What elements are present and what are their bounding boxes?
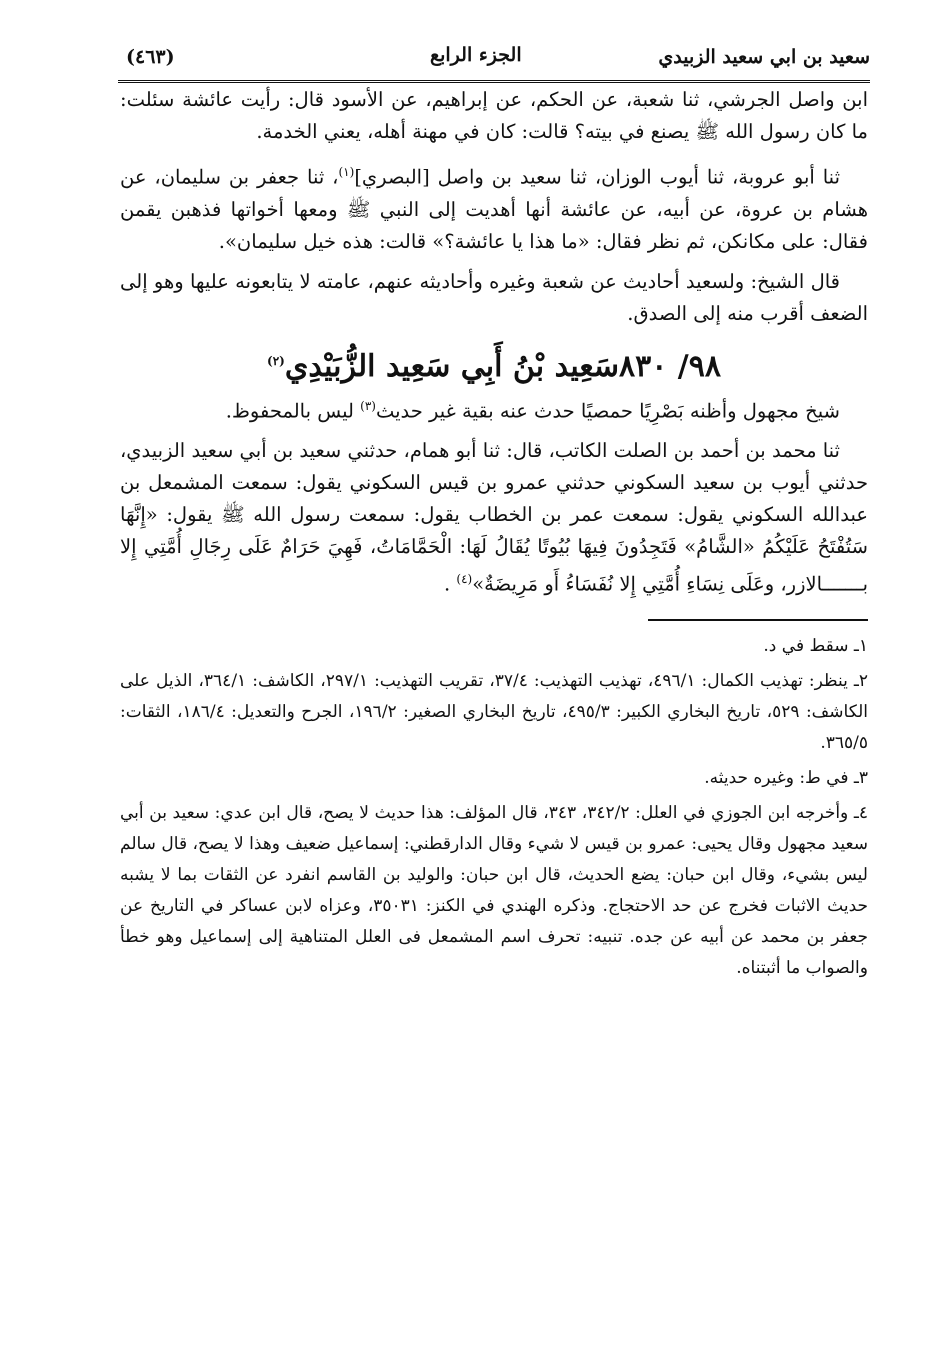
paragraph-3: قال الشيخ: ولسعيد أحاديث عن شعبة وغيره وأحاديثه عنهم، عامته لا يتابعونه عليها وهو إلى الضعف أقرب منه إلى الصدق. (120, 269, 868, 325)
page-header (118, 44, 870, 74)
footnote-4: ٤ـ وأخرجه ابن الجوزي في العلل: ٣٤٢/٢، ٣٤٣، قال المؤلف: هذا حديث لا يصح، قال ابن عدي: سعيد بن أبي سعيد مجهول وقال يحيى: عمرو بن قيس لا شيء وقال الدارقطني: إسماعيل ضعيف وهذا لا يصح، قال سالم ليس بشيء، وقال ابن حبان: يضع الحديث، قال ابن حبان: والوليد بن القاسم انفرد عن الثقات بما لا يشبه حديث الاثبات فخرج عن حد الاحتجاج. وذكره الهندي في الكنز: ٣٥٠٣١، وعزاه لابن عساكر في التاريخ عن جعفر بن محمد عن أبيه عن جده. تنبيه: تحرف اسم المشمعل فى العلل المتناهية إلى إسماعيل وهو خطأ والصواب ما أثبتناه. (120, 802, 869, 978)
entry-description-a: شيخ مجهول وأظنه بَصْرِيًا حمصيًا حدث عنه بقية غير حديث (375, 399, 840, 422)
footnote-ref-3: (٣) (360, 398, 376, 413)
main-text (120, 84, 868, 988)
paragraph-2 (120, 156, 868, 258)
volume-label: الجزء الرابع (430, 44, 522, 66)
footnote-ref-1: (١) (338, 165, 355, 179)
footnote-ref-2: (٢) (267, 353, 285, 368)
paragraph-1: ابن واصل الجرشي، ثنا شعبة، عن الحكم، عن إبراهيم، عن الأسود قال: رأيت عائشة سئلت: ما كان رسول الله ﷺ يصنع في بيته؟ قالت: كان في مهنة أهله، يعني الخدمة. (120, 88, 868, 143)
paragraph-2-part-a: ثنا أبو عروبة، ثنا أيوب الوزان، ثنا سعيد بن واصل [البصري] (354, 165, 840, 189)
entry-narration-text: ثنا محمد بن أحمد بن الصلت الكاتب، قال: ثنا أبو همام، حدثني سعيد بن أبي سعيد الزبيدي، حدثني أيوب بن سعيد السكوني حدثني عمرو بن قيس السكوني يقول: سمعت المشمعل بن عبدالله السكوني يقول: سمعت عمر بن الخطاب يقول: سمعت رسول الله ﷺ يقول: «إِنَّهَا سَتُفْتَحُ عَلَيْكُمُ «الشَّامُ» فَتَجِدُونَ فِيهَا بُيُوتًا يُقَالُ لَهَا: الْحَمَّامَاتُ، فَهِيَ حَرَامٌ عَلَى رِجَالِ أُمَّتِي إِلا بـــــــالازر، وعَلَى نِسَاءِ أُمَّتِي إِلا نُفَسَاءُ أَو مَرِيضَةٌ» (120, 439, 868, 596)
running-title: سعيد بن ابي سعيد الزبيدي (658, 46, 870, 68)
entry-title (120, 338, 868, 390)
page-number: (٤٦٣) (126, 46, 175, 68)
entry-narration-end: . (443, 572, 457, 596)
entry-description (120, 390, 868, 428)
entry-narration (120, 435, 868, 601)
footnote-2: ٢ـ ينظر: تهذيب الكمال: ٤٩٦/١، تهذيب التهذيب: ٣٧/٤، تقريب التهذيب: ٢٩٧/١، الكاشف: ٣٦٤/١، الذيل على الكاشف: ٥٢٩، تاريخ البخاري الكبير: ٤٩٥/٣، تاريخ البخاري الصغير: ١٩٦/٢، الجرح والتعديل: ١٨٦/٤، الثقات: ٣٦٥/٥. (120, 670, 868, 753)
header-rule (118, 80, 870, 83)
footnote-1: ١ـ سقط في د. (763, 635, 868, 656)
footnote-ref-4: (٤) (456, 572, 473, 586)
entry-title-text: ٩٨/ ٨٣٠سَعِيد بْنُ أَبِي سَعِيد الزُّبَيْدِي (284, 348, 721, 384)
paragraph-2-part-b: ، ثنا جعفر بن سليمان، عن هشام بن عروة، عن أبيه، عن عائشة أنها أهديت إلى النبي ﷺ ومعها أخواتها فذهبن يقمن فقال: على مكانكن، ثم نظر فقال: «ما هذا يا عائشة؟» قالت: هذه خيل سليمان». (120, 165, 868, 253)
entry-description-b: ليس بالمحفوظ. (225, 399, 361, 422)
footnote-3: ٣ـ في ط: وغيره حديثه. (704, 767, 868, 788)
footnote-rule (648, 619, 868, 621)
